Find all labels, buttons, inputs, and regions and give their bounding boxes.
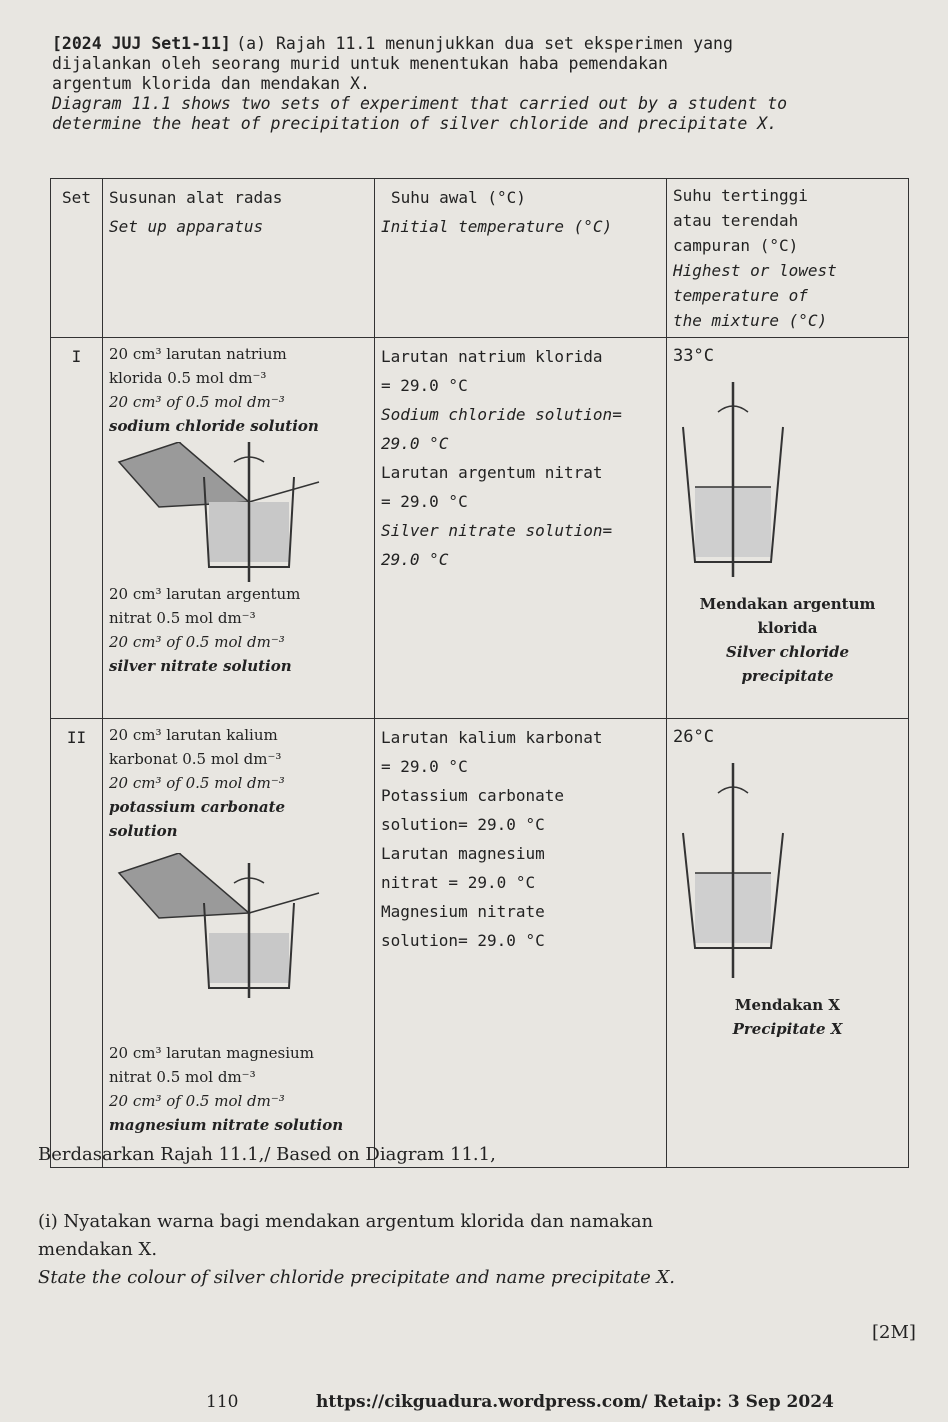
result-cell: 33°C Mendakan argentum klorida Silver chloride precipitate (667, 338, 909, 719)
intro-ms-line2: dijalankan oleh seorang murid untuk menentukan haba pemendakan (52, 54, 668, 73)
intro-en-line1: Diagram 11.1 shows two sets of experiment that carried out by a student to (52, 94, 788, 113)
table-header-row (51, 179, 909, 338)
table-row (51, 719, 909, 1168)
highest-temp: 33°C (673, 346, 714, 366)
highest-temp: 26°C (673, 727, 714, 747)
intro-en-line2: determine the heat of precipitation of silver chloride and precipitate X. (52, 114, 778, 133)
experiment-table (50, 178, 909, 1168)
apparatus-cell: 20 cm³ larutan natrium klorida 0.5 mol dm⁻³ 20 cm³ of 0.5 mol dm⁻³ sodium chloride solution 20 cm³ larutan argentum nitrat 0.5 mol dm⁻³ 20 cm³ of 0.5 mol dm⁻³ silver nitrate solution (103, 338, 375, 719)
result-diagram (673, 753, 898, 983)
table-row (51, 338, 909, 719)
question-intro (52, 34, 912, 134)
header-highest-temp: Suhu tertinggi atau terendah campuran (°C) Highest or lowest temperature of the mixture (°C) (667, 179, 909, 338)
intro-ms-line1: (a) Rajah 11.1 menunjukkan dua set eksperimen yang (236, 34, 733, 53)
header-apparatus: Susunan alat radas Set up apparatus (103, 179, 375, 338)
set-label: I (51, 338, 103, 719)
beaker-pouring-icon (119, 442, 249, 507)
footer-source: https://cikguadura.wordpress.com/ Retaip: 3 Sep 2024 (316, 1392, 834, 1412)
header-initial-temp: Suhu awal (°C) Initial temperature (°C) (375, 179, 667, 338)
initial-temp-cell: Larutan natrium klorida = 29.0 °C Sodium chloride solution= 29.0 °C Larutan argentum nitrat = 29.0 °C Silver nitrate solution= 29.0 °C (375, 338, 667, 719)
beaker-pouring-icon (119, 853, 249, 918)
based-on-line: Berdasarkan Rajah 11.1,/ Based on Diagram 11.1, (38, 1144, 496, 1165)
marks: [2M] (872, 1322, 916, 1343)
apparatus-diagram (109, 853, 359, 1003)
header-set: Set (51, 179, 103, 338)
question-i: (i) Nyatakan warna bagi mendakan argentum klorida dan namakan mendakan X. State the colour of silver chloride precipitate and name precipitate X. (38, 1211, 675, 1288)
intro-ms-line3: argentum klorida dan mendakan X. (52, 74, 370, 93)
set-label: II (51, 719, 103, 1168)
apparatus-diagram (109, 442, 359, 592)
apparatus-cell: 20 cm³ larutan kalium karbonat 0.5 mol dm⁻³ 20 cm³ of 0.5 mol dm⁻³ potassium carbonate solution 20 cm³ larutan magnesium nitrat 0.5 mol dm⁻³ 20 cm³ of 0.5 mol dm⁻³ magnesium nitrate solution (103, 719, 375, 1168)
result-diagram (673, 382, 898, 582)
initial-temp-cell: Larutan kalium karbonat = 29.0 °C Potassium carbonate solution= 29.0 °C Larutan magnesium nitrat = 29.0 °C Magnesium nitrate solution= 29.0 °C (375, 719, 667, 1168)
page-number: 110 (206, 1392, 239, 1412)
question-tag: [2024 JUJ Set1-11] (52, 34, 231, 53)
result-cell: 26°C Mendakan X Precipitate X (667, 719, 909, 1168)
